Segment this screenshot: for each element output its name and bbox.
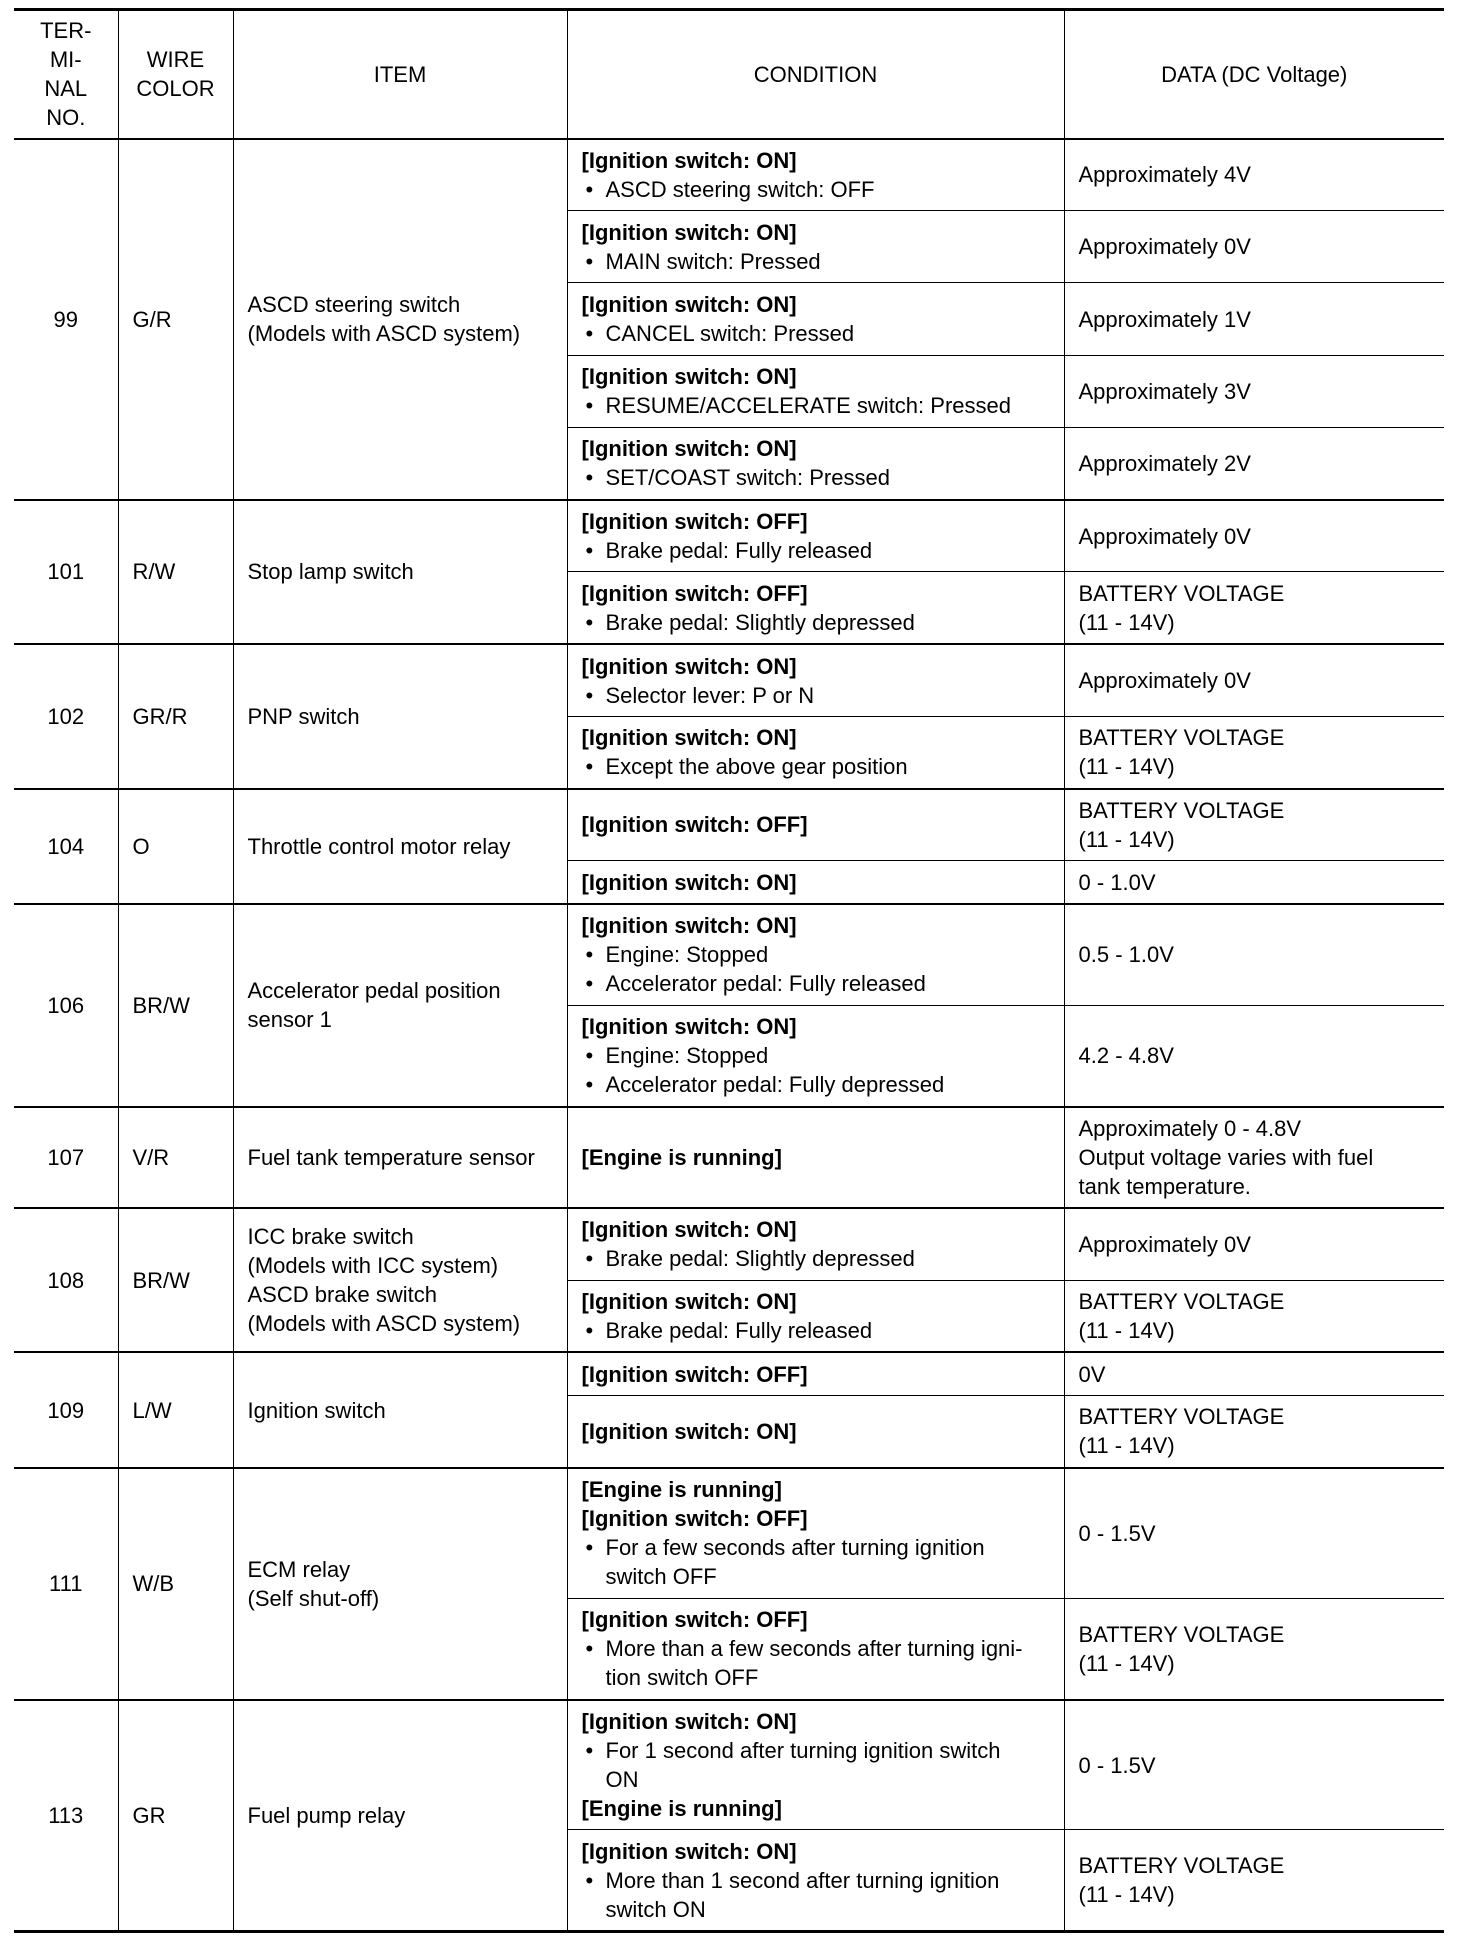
condition-heading: [Ignition switch: OFF] <box>581 509 808 535</box>
condition-line <box>582 1895 1050 1924</box>
bullet-dot: • <box>585 393 594 419</box>
condition-cell <box>567 139 1064 211</box>
bullet-dot: • <box>585 1318 594 1344</box>
terminal-no-cell: 99 <box>14 139 118 500</box>
condition-line <box>582 1244 1050 1273</box>
terminal-no-cell: 108 <box>14 1208 118 1352</box>
bullet-dot: • <box>585 1246 594 1272</box>
condition-heading: [Ignition switch: ON] <box>581 653 797 679</box>
condition-heading: [Ignition switch: ON] <box>581 436 797 462</box>
condition-line <box>582 391 1050 420</box>
terminal-no-cell: 101 <box>14 500 118 644</box>
item-cell <box>233 1352 567 1467</box>
terminal-no-cell: 113 <box>14 1700 118 1932</box>
data-cell <box>1064 1280 1444 1352</box>
item-line: Fuel pump relay <box>247 1802 406 1828</box>
data-value-line: 0 - 1.5V <box>1078 1520 1156 1546</box>
bullet-dot: • <box>585 1072 594 1098</box>
condition-text: More than 1 second after turning ignition <box>605 1867 1000 1893</box>
header-terminal-no <box>14 10 118 139</box>
data-cell <box>1064 1468 1444 1598</box>
header-condition: CONDITION <box>567 10 1064 139</box>
data-cell <box>1064 1107 1444 1208</box>
data-value-line: Approximately 3V <box>1078 378 1251 404</box>
condition-cell <box>567 861 1064 904</box>
condition-cell <box>567 1598 1064 1699</box>
ecm-terminal-table <box>14 8 1444 1933</box>
condition-line <box>582 608 1050 637</box>
data-value-line: (11 - 14V) <box>1078 754 1175 780</box>
condition-line <box>582 1562 1050 1591</box>
condition-cell <box>567 427 1064 499</box>
condition-line <box>582 969 1050 998</box>
data-cell <box>1064 427 1444 499</box>
data-cell <box>1064 572 1444 644</box>
bullet-dot: • <box>585 321 594 347</box>
table-row <box>14 1107 1444 1208</box>
condition-heading: [Ignition switch: ON] <box>581 1289 797 1315</box>
table-row <box>14 139 1444 211</box>
header-item: ITEM <box>233 10 567 139</box>
data-cell <box>1064 644 1444 716</box>
data-cell <box>1064 355 1444 427</box>
table-row <box>14 789 1444 861</box>
condition-text: Engine: Stopped <box>605 942 769 968</box>
data-value-line: tank temperature. <box>1078 1173 1251 1199</box>
data-cell <box>1064 211 1444 283</box>
header-data: DATA (DC Voltage) <box>1064 10 1444 139</box>
condition-cell <box>567 211 1064 283</box>
data-value-line: (11 - 14V) <box>1078 826 1175 852</box>
condition-line <box>582 1070 1050 1099</box>
condition-cell <box>567 1830 1064 1932</box>
condition-text: MAIN switch: Pressed <box>605 248 821 274</box>
item-cell <box>233 1208 567 1352</box>
condition-text: Brake pedal: Slightly depressed <box>605 609 915 635</box>
condition-heading: [Ignition switch: ON] <box>581 219 797 245</box>
data-cell <box>1064 1396 1444 1468</box>
condition-line <box>582 1736 1050 1765</box>
data-cell <box>1064 1830 1444 1932</box>
item-line: Throttle control motor relay <box>247 833 511 859</box>
condition-heading: [Ignition switch: OFF] <box>581 1361 808 1387</box>
condition-line <box>582 463 1050 492</box>
terminal-no-cell: 111 <box>14 1468 118 1700</box>
wire-color-cell: GR/R <box>118 644 233 788</box>
data-value-line: BATTERY VOLTAGE <box>1078 1853 1285 1879</box>
condition-heading: [Ignition switch: ON] <box>581 1418 797 1444</box>
data-value-line: 0.5 - 1.0V <box>1078 942 1174 968</box>
item-cell <box>233 904 567 1107</box>
condition-text: Brake pedal: Slightly depressed <box>605 1246 915 1272</box>
item-cell <box>233 500 567 644</box>
item-line: (Models with ICC system) <box>247 1253 499 1279</box>
item-cell <box>233 1468 567 1700</box>
item-line: ICC brake switch <box>247 1224 414 1250</box>
terminal-no-cell: 106 <box>14 904 118 1107</box>
item-cell <box>233 139 567 500</box>
condition-cell <box>567 1468 1064 1598</box>
header-wire-color <box>118 10 233 139</box>
header-wire-line: COLOR <box>136 76 215 102</box>
data-value-line: Output voltage varies with fuel <box>1078 1144 1374 1170</box>
condition-text: switch ON <box>605 1896 706 1922</box>
condition-line <box>582 752 1050 781</box>
bullet-dot: • <box>585 754 594 780</box>
condition-cell <box>567 789 1064 861</box>
condition-line <box>582 1316 1050 1345</box>
header-terminal-line: NAL <box>44 76 88 102</box>
item-line: (Models with ASCD system) <box>247 321 521 347</box>
data-value-line: BATTERY VOLTAGE <box>1078 580 1285 606</box>
condition-line <box>582 1041 1050 1070</box>
condition-line <box>582 940 1050 969</box>
wire-color-cell: L/W <box>118 1352 233 1467</box>
table-row <box>14 1700 1444 1830</box>
data-value-line: BATTERY VOLTAGE <box>1078 1621 1285 1647</box>
data-value-line: Approximately 0V <box>1078 668 1251 693</box>
bullet-dot: • <box>585 248 594 274</box>
condition-heading: [Ignition switch: ON] <box>581 292 797 318</box>
data-value-line: Approximately 0V <box>1078 234 1251 260</box>
condition-cell <box>567 572 1064 644</box>
condition-line <box>582 1866 1050 1895</box>
terminal-no-cell: 104 <box>14 789 118 904</box>
bullet-dot: • <box>585 682 594 708</box>
condition-line <box>582 319 1050 348</box>
header-terminal-line: TER- <box>40 18 92 44</box>
condition-line <box>582 1533 1050 1562</box>
condition-heading: [Ignition switch: OFF] <box>581 580 808 606</box>
data-cell <box>1064 1352 1444 1395</box>
bullet-dot: • <box>585 1636 594 1662</box>
table-row <box>14 644 1444 716</box>
item-cell <box>233 789 567 904</box>
condition-cell <box>567 644 1064 716</box>
condition-text: Engine: Stopped <box>605 1043 769 1069</box>
data-cell <box>1064 139 1444 211</box>
item-cell <box>233 1107 567 1208</box>
condition-text: tion switch OFF <box>605 1665 759 1691</box>
condition-line <box>582 1634 1050 1663</box>
condition-text: CANCEL switch: Pressed <box>605 321 855 347</box>
header-terminal-line: MI- <box>49 47 82 73</box>
data-value-line: 0V <box>1078 1361 1106 1387</box>
condition-heading: [Ignition switch: ON] <box>581 364 797 390</box>
condition-cell <box>567 904 1064 1005</box>
condition-cell <box>567 1280 1064 1352</box>
data-value-line: 4.2 - 4.8V <box>1078 1043 1174 1069</box>
condition-cell <box>567 283 1064 355</box>
data-value-line: BATTERY VOLTAGE <box>1078 1404 1285 1430</box>
data-value-line: 0 - 1.5V <box>1078 1752 1156 1778</box>
condition-text: ON <box>605 1767 639 1793</box>
data-value-line: 0 - 1.0V <box>1078 869 1156 895</box>
condition-text: Accelerator pedal: Fully depressed <box>605 1072 945 1098</box>
table-row <box>14 500 1444 572</box>
item-line: PNP switch <box>247 703 360 729</box>
condition-line <box>582 536 1050 565</box>
condition-heading: [Ignition switch: ON] <box>581 1014 797 1040</box>
bullet-dot: • <box>585 971 594 997</box>
data-value-line: (11 - 14V) <box>1078 1882 1175 1908</box>
terminal-no-cell: 107 <box>14 1107 118 1208</box>
bullet-dot: • <box>585 538 594 564</box>
condition-text: ASCD steering switch: OFF <box>605 176 875 202</box>
bullet-dot: • <box>585 609 594 635</box>
item-line: ASCD steering switch <box>247 292 461 318</box>
bullet-dot: • <box>585 1867 594 1893</box>
terminal-no-cell: 102 <box>14 644 118 788</box>
condition-heading: [Ignition switch: ON] <box>581 725 797 751</box>
condition-cell <box>567 1005 1064 1106</box>
data-cell <box>1064 904 1444 1005</box>
item-line: ASCD brake switch <box>247 1282 438 1308</box>
condition-cell <box>567 500 1064 572</box>
condition-text: RESUME/ACCELERATE switch: Pressed <box>605 393 1011 419</box>
wire-color-cell: R/W <box>118 500 233 644</box>
wire-color-cell: G/R <box>118 139 233 500</box>
condition-cell <box>567 1700 1064 1830</box>
condition-text: Selector lever: P or N <box>605 682 815 708</box>
data-value-line: BATTERY VOLTAGE <box>1078 1289 1285 1315</box>
wire-color-cell: O <box>118 789 233 904</box>
data-cell <box>1064 1208 1444 1280</box>
condition-line <box>582 247 1050 276</box>
condition-cell <box>567 1352 1064 1395</box>
bullet-dot: • <box>585 942 594 968</box>
condition-heading: [Ignition switch: ON] <box>581 913 797 939</box>
data-value-line: BATTERY VOLTAGE <box>1078 797 1285 823</box>
condition-heading: [Ignition switch: OFF] <box>581 1506 808 1532</box>
data-cell <box>1064 861 1444 904</box>
data-value-line: Approximately 0 - 4.8V <box>1078 1115 1302 1141</box>
table-row <box>14 1468 1444 1598</box>
item-line: Stop lamp switch <box>247 559 414 585</box>
condition-heading: [Ignition switch: ON] <box>581 1838 797 1864</box>
condition-heading: [Engine is running] <box>581 1477 782 1503</box>
condition-text: For a few seconds after turning ignition <box>605 1535 985 1561</box>
condition-text: Brake pedal: Fully released <box>605 1318 873 1344</box>
bullet-dot: • <box>585 1535 594 1561</box>
data-cell <box>1064 716 1444 788</box>
item-line: sensor 1 <box>247 1007 332 1033</box>
condition-heading: [Engine is running] <box>581 1796 782 1822</box>
item-line: Fuel tank temperature sensor <box>247 1144 535 1170</box>
condition-text: Brake pedal: Fully released <box>605 538 873 564</box>
data-value-line: (11 - 14V) <box>1078 1433 1175 1459</box>
bullet-dot: • <box>585 1043 594 1069</box>
table-row <box>14 904 1444 1005</box>
condition-cell <box>567 1107 1064 1208</box>
condition-heading: [Ignition switch: ON] <box>581 1709 797 1735</box>
data-cell <box>1064 789 1444 861</box>
bullet-dot: • <box>585 1738 594 1764</box>
condition-line <box>582 1765 1050 1794</box>
condition-heading: [Ignition switch: OFF] <box>581 1607 808 1633</box>
condition-heading: [Ignition switch: ON] <box>581 869 797 895</box>
item-line: (Models with ASCD system) <box>247 1311 521 1337</box>
bullet-dot: • <box>585 176 594 202</box>
header-terminal-line: NO. <box>46 105 86 131</box>
condition-heading: [Ignition switch: OFF] <box>581 812 808 838</box>
item-cell <box>233 1700 567 1932</box>
item-line: (Self shut-off) <box>247 1585 380 1611</box>
item-cell <box>233 644 567 788</box>
data-cell <box>1064 283 1444 355</box>
data-value-line: (11 - 14V) <box>1078 1318 1175 1344</box>
condition-text: SET/COAST switch: Pressed <box>605 465 890 491</box>
condition-text: For 1 second after turning ignition switch <box>605 1738 1001 1764</box>
data-cell <box>1064 500 1444 572</box>
condition-heading: [Ignition switch: ON] <box>581 147 797 173</box>
condition-heading: [Engine is running] <box>581 1144 782 1170</box>
data-cell <box>1064 1598 1444 1699</box>
condition-text: More than a few seconds after turning igni- <box>605 1636 1023 1662</box>
condition-text: Accelerator pedal: Fully released <box>605 971 926 997</box>
condition-cell <box>567 1208 1064 1280</box>
wire-color-cell: BR/W <box>118 904 233 1107</box>
item-line: Accelerator pedal position <box>247 978 501 1004</box>
condition-text: switch OFF <box>605 1564 717 1590</box>
condition-cell <box>567 716 1064 788</box>
wire-color-cell: GR <box>118 1700 233 1932</box>
wire-color-cell: V/R <box>118 1107 233 1208</box>
data-value-line: BATTERY VOLTAGE <box>1078 725 1285 751</box>
data-value-line: (11 - 14V) <box>1078 609 1175 635</box>
condition-line <box>582 175 1050 204</box>
table-body <box>14 139 1444 1932</box>
data-value-line: Approximately 0V <box>1078 1231 1251 1257</box>
data-value-line: Approximately 0V <box>1078 523 1251 549</box>
table-row <box>14 1208 1444 1280</box>
condition-cell <box>567 355 1064 427</box>
condition-heading: [Ignition switch: ON] <box>581 1217 797 1243</box>
condition-cell <box>567 1396 1064 1468</box>
data-value-line: Approximately 2V <box>1078 450 1251 476</box>
data-value-line: Approximately 1V <box>1078 306 1251 332</box>
item-line: Ignition switch <box>247 1397 386 1423</box>
data-cell <box>1064 1005 1444 1106</box>
data-value-line: (11 - 14V) <box>1078 1650 1175 1676</box>
data-cell <box>1064 1700 1444 1830</box>
item-line: ECM relay <box>247 1556 351 1582</box>
condition-line <box>582 1663 1050 1692</box>
condition-line <box>582 681 1050 710</box>
table-row <box>14 1352 1444 1395</box>
wire-color-cell: BR/W <box>118 1208 233 1352</box>
header-wire-line: WIRE <box>146 47 205 73</box>
condition-text: Except the above gear position <box>605 754 908 780</box>
header-row <box>14 10 1444 139</box>
data-value-line: Approximately 4V <box>1078 162 1251 188</box>
terminal-no-cell: 109 <box>14 1352 118 1467</box>
wire-color-cell: W/B <box>118 1468 233 1700</box>
bullet-dot: • <box>585 465 594 491</box>
